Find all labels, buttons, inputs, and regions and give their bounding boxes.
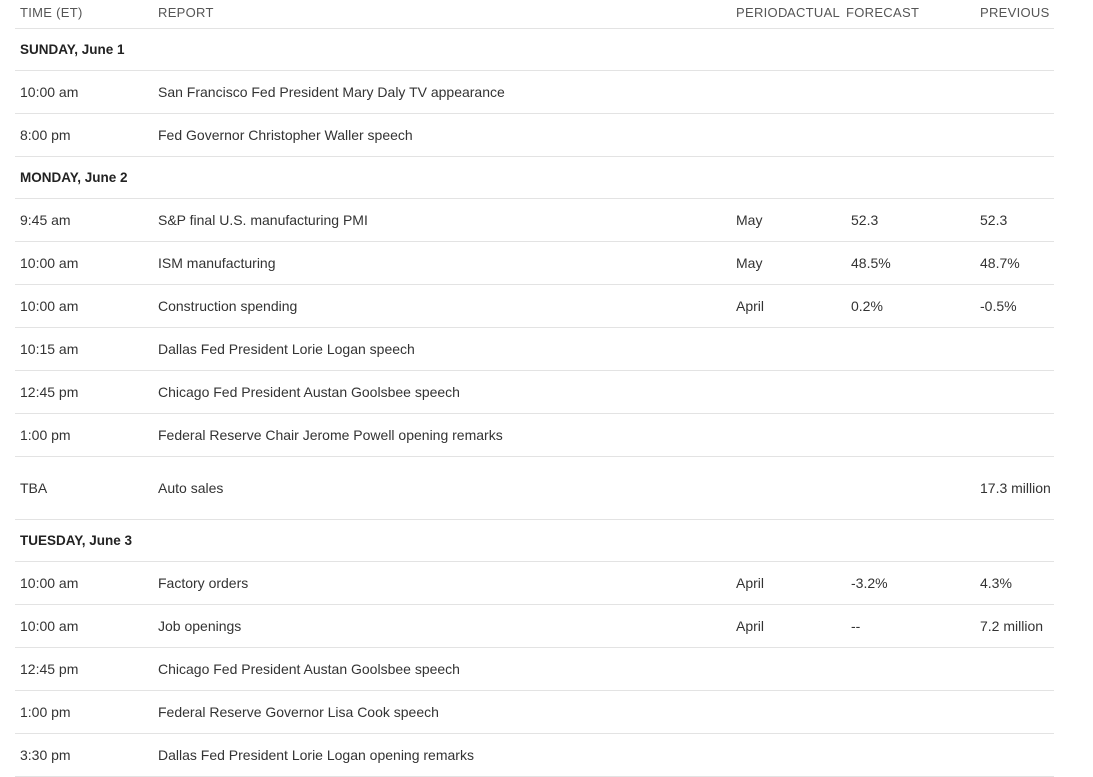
table-row (15, 457, 1054, 520)
cell-report: Factory orders (158, 575, 249, 591)
header-report: REPORT (158, 5, 214, 20)
cell-time: 10:15 am (20, 341, 79, 357)
cell-time: TBA (20, 480, 48, 496)
cell-time: 8:00 pm (20, 127, 71, 143)
cell-report: Job openings (158, 618, 242, 634)
cell-report: Dallas Fed President Lorie Logan opening remarks (158, 747, 474, 763)
economic-calendar-table (15, 0, 1054, 777)
cell-time: 10:00 am (20, 618, 79, 634)
cell-period: April (736, 575, 765, 591)
table-row (15, 648, 1054, 691)
cell-report: Fed Governor Christopher Waller speech (158, 127, 413, 143)
header-time: TIME (ET) (20, 5, 83, 20)
cell-time: 3:30 pm (20, 747, 71, 763)
cell-previous: 17.3 million (980, 480, 1051, 496)
cell-time: 1:00 pm (20, 704, 71, 720)
table-row (15, 414, 1054, 457)
cell-time: 12:45 pm (20, 384, 79, 400)
table-row (15, 734, 1054, 777)
cell-time: 9:45 am (20, 212, 71, 228)
cell-previous: -0.5% (980, 298, 1017, 314)
cell-report: Chicago Fed President Austan Goolsbee speech (158, 384, 460, 400)
cell-time: 10:00 am (20, 298, 79, 314)
cell-period: April (736, 618, 765, 634)
header-previous: PREVIOUS (980, 5, 1050, 20)
table-row (15, 691, 1054, 734)
header-period: PERIOD (736, 5, 788, 20)
cell-time: 10:00 am (20, 575, 79, 591)
cell-report: Federal Reserve Governor Lisa Cook speech (158, 704, 439, 720)
cell-time: 1:00 pm (20, 427, 71, 443)
day-label: SUNDAY, June 1 (20, 41, 125, 57)
cell-report: Construction spending (158, 298, 298, 314)
table-row (15, 114, 1054, 157)
cell-time: 10:00 am (20, 255, 79, 271)
cell-forecast: 0.2% (851, 298, 883, 314)
cell-period: May (736, 255, 763, 271)
cell-forecast: 48.5% (851, 255, 891, 271)
cell-previous: 52.3 (980, 212, 1008, 228)
cell-time: 10:00 am (20, 84, 79, 100)
cell-report: San Francisco Fed President Mary Daly TV appearance (158, 84, 505, 100)
table-row (15, 562, 1054, 605)
table-row (15, 71, 1054, 114)
day-label: TUESDAY, June 3 (20, 532, 133, 548)
table-row (15, 605, 1054, 648)
table-body (15, 29, 1054, 777)
table-row (15, 371, 1054, 414)
cell-report: Dallas Fed President Lorie Logan speech (158, 341, 415, 357)
cell-time: 12:45 pm (20, 661, 79, 677)
cell-report: Federal Reserve Chair Jerome Powell opening remarks (158, 427, 503, 443)
cell-report: S&P final U.S. manufacturing PMI (158, 212, 368, 228)
day-label: MONDAY, June 2 (20, 169, 128, 185)
cell-report: Auto sales (158, 480, 224, 496)
table-row (15, 328, 1054, 371)
day-header-row (15, 157, 1054, 199)
table-header (15, 0, 1054, 29)
table-row (15, 242, 1054, 285)
cell-previous: 48.7% (980, 255, 1020, 271)
cell-period: April (736, 298, 765, 314)
day-header-row (15, 520, 1054, 562)
cell-previous: 7.2 million (980, 618, 1044, 634)
table-row (15, 285, 1054, 328)
header-forecast: FORECAST (846, 5, 920, 20)
cell-forecast: 52.3 (851, 212, 879, 228)
cell-report: Chicago Fed President Austan Goolsbee speech (158, 661, 460, 677)
day-header-row (15, 29, 1054, 71)
table-row (15, 199, 1054, 242)
cell-period: May (736, 212, 763, 228)
cell-forecast: -3.2% (851, 575, 888, 591)
cell-forecast: -- (851, 618, 861, 634)
cell-previous: 4.3% (980, 575, 1012, 591)
header-actual: ACTUAL (787, 5, 841, 20)
cell-report: ISM manufacturing (158, 255, 276, 271)
